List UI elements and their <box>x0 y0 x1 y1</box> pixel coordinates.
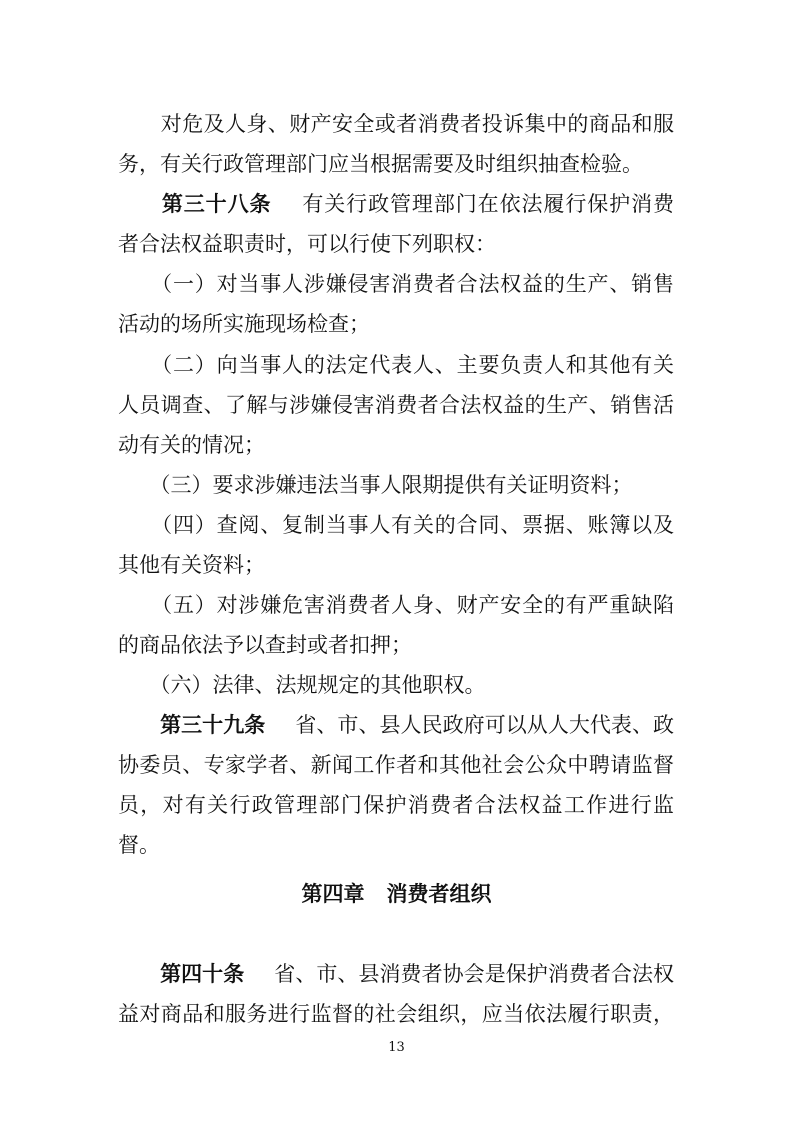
text-line: 协委员、专家学者、新闻工作者和其他社会公众中聘请监督 <box>118 753 674 777</box>
text-line: 益对商品和服务进行监督的社会组织，应当依法履行职责， <box>118 1002 674 1026</box>
text-line: （五）对涉嫌危害消费者人身、财产安全的有严重缺陷 <box>118 593 674 617</box>
text-line: 者合法权益职责时，可以行使下列职权： <box>118 232 496 256</box>
article-38-text: 有关行政管理部门在依法履行保护消费 <box>301 192 675 216</box>
chapter-heading <box>0 874 793 914</box>
article-39-label: 第三十九条 <box>160 713 266 737</box>
text-line: 的商品依法予以查封或者扣押； <box>118 633 412 657</box>
article-40-label: 第四十条 <box>160 962 245 986</box>
article-39-first-line <box>118 705 674 745</box>
article-38-first-line <box>118 184 674 224</box>
text-line: （四）查阅、复制当事人有关的合同、票据、账簿以及 <box>118 513 674 537</box>
text-line: （二）向当事人的法定代表人、主要负责人和其他有关 <box>118 353 674 377</box>
text-line: （三）要求涉嫌违法当事人限期提供有关证明资料； <box>118 473 633 497</box>
text-line: 督。 <box>118 833 160 857</box>
chapter-title: 消费者组织 <box>386 882 492 906</box>
article-38-label: 第三十八条 <box>161 192 272 216</box>
article-39-text: 省、市、县人民政府可以从人大代表、政 <box>295 713 675 737</box>
text-line: （一）对当事人涉嫌侵害消费者合法权益的生产、销售 <box>118 272 674 296</box>
article-40-first-line <box>118 954 674 994</box>
text-line: 人员调查、了解与涉嫌侵害消费者合法权益的生产、销售活 <box>118 393 674 417</box>
page-number: 13 <box>388 1040 405 1055</box>
chapter-number: 第四章 <box>301 882 365 906</box>
text-line: 其他有关资料； <box>118 553 265 577</box>
article-40-text: 省、市、县消费者协会是保护消费者合法权 <box>274 962 675 986</box>
text-line: 对危及人身、财产安全或者消费者投诉集中的商品和服 <box>118 112 674 136</box>
text-line: 活动的场所实施现场检查； <box>118 312 370 336</box>
text-line: （六）法律、法规规定的其他职权。 <box>118 673 486 697</box>
text-line: 动有关的情况； <box>118 433 265 457</box>
text-line: 务，有关行政管理部门应当根据需要及时组织抽查检验。 <box>118 152 643 176</box>
text-line: 员，对有关行政管理部门保护消费者合法权益工作进行监 <box>118 793 674 817</box>
